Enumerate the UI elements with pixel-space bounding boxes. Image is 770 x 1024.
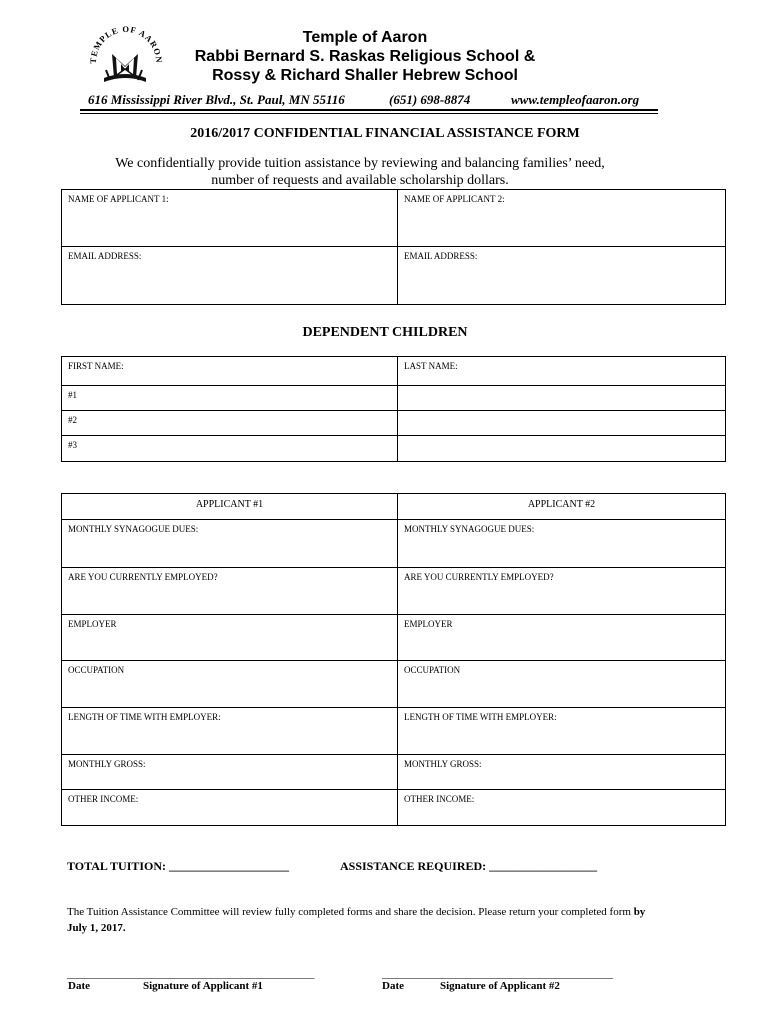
logo-arc-text: TEMPLE OF AARON [87, 23, 164, 64]
applicant-1-synagogue-dues[interactable]: MONTHLY SYNAGOGUE DUES: [62, 520, 398, 568]
first-name-header: FIRST NAME: [62, 357, 398, 386]
applicant-1-other-income[interactable]: OTHER INCOME: [62, 790, 398, 826]
header-rule-thin [80, 113, 658, 114]
applicant-2-monthly-gross[interactable]: MONTHLY GROSS: [398, 755, 726, 790]
svg-text:TEMPLE OF AARON [88, 24, 164, 64]
applicant-2-employer[interactable]: EMPLOYER [398, 615, 726, 661]
total-tuition-field[interactable]: TOTAL TUITION: ____________________ [67, 859, 290, 873]
applicants-table [61, 189, 726, 305]
applicant-1-employer[interactable]: EMPLOYER [62, 615, 398, 661]
child-2-last-name[interactable] [398, 411, 726, 436]
intro-text [60, 155, 660, 189]
applicant-2-length-employed[interactable]: LENGTH OF TIME WITH EMPLOYER: [398, 708, 726, 755]
child-2-first-name[interactable]: #2 [62, 411, 398, 436]
financial-table [61, 493, 726, 826]
phone: (651) 698-8874 [389, 92, 471, 107]
return-deadline: by July 1, 2017. [67, 906, 646, 934]
child-1-first-name[interactable]: #1 [62, 386, 398, 411]
applicant-2-employed[interactable]: ARE YOU CURRENTLY EMPLOYED? [398, 568, 726, 615]
return-instructions-text: The Tuition Assistance Committee will review fully completed forms and share the decision. Please return your completed form [67, 906, 634, 918]
applicant-2-occupation[interactable]: OCCUPATION [398, 661, 726, 708]
applicant-1-length-employed[interactable]: LENGTH OF TIME WITH EMPLOYER: [62, 708, 398, 755]
applicant-2-email-field[interactable]: EMAIL ADDRESS: [398, 247, 726, 305]
dependents-table [61, 356, 726, 462]
last-name-header: LAST NAME: [398, 357, 726, 386]
address: 616 Mississippi River Blvd., St. Paul, MN 55116 [88, 92, 345, 107]
intro-line-2: number of requests and available scholarship dollars. [211, 173, 509, 188]
applicant-2-other-income[interactable]: OTHER INCOME: [398, 790, 726, 826]
applicant-1-employed[interactable]: ARE YOU CURRENTLY EMPLOYED? [62, 568, 398, 615]
assistance-required-field[interactable]: ASSISTANCE REQUIRED: __________________ [340, 859, 598, 873]
temple-logo [86, 20, 164, 92]
applicant-1-occupation[interactable]: OCCUPATION [62, 661, 398, 708]
applicant-2-synagogue-dues[interactable]: MONTHLY SYNAGOGUE DUES: [398, 520, 726, 568]
applicant-1-column-header: APPLICANT #1 [62, 494, 398, 520]
intro-line-1: We confidentially provide tuition assistance by reviewing and balancing families’ need, [115, 156, 605, 171]
form-title: 2016/2017 CONFIDENTIAL FINANCIAL ASSISTANCE FORM [190, 126, 580, 141]
website-link[interactable]: www.templeofaaron.org [511, 92, 640, 107]
signature-label-1: Signature of Applicant #1 [143, 980, 263, 992]
applicant-1-email-field[interactable]: EMAIL ADDRESS: [62, 247, 398, 305]
signature-line-1[interactable]: _____________________________________________ [67, 968, 315, 980]
temple-name: Temple of Aaron [302, 29, 428, 46]
return-instructions [67, 904, 667, 936]
child-3-first-name[interactable]: #3 [62, 436, 398, 462]
signature-label-2: Signature of Applicant #2 [440, 980, 560, 992]
school-name-1: Rabbi Bernard S. Raskas Religious School & [194, 48, 536, 65]
applicant-1-monthly-gross[interactable]: MONTHLY GROSS: [62, 755, 398, 790]
child-3-last-name[interactable] [398, 436, 726, 462]
signature-line-2[interactable]: __________________________________________ [382, 968, 613, 980]
school-name-2: Rossy & Richard Shaller Hebrew School [212, 67, 518, 84]
applicant-1-name-field[interactable]: NAME OF APPLICANT 1: [62, 190, 398, 247]
date-label-1: Date [68, 980, 90, 992]
date-label-2: Date [382, 980, 404, 992]
dependents-title: DEPENDENT CHILDREN [302, 325, 468, 340]
header-rule-thick [80, 109, 658, 111]
applicant-2-column-header: APPLICANT #2 [398, 494, 726, 520]
applicant-2-name-field[interactable]: NAME OF APPLICANT 2: [398, 190, 726, 247]
child-1-last-name[interactable] [398, 386, 726, 411]
